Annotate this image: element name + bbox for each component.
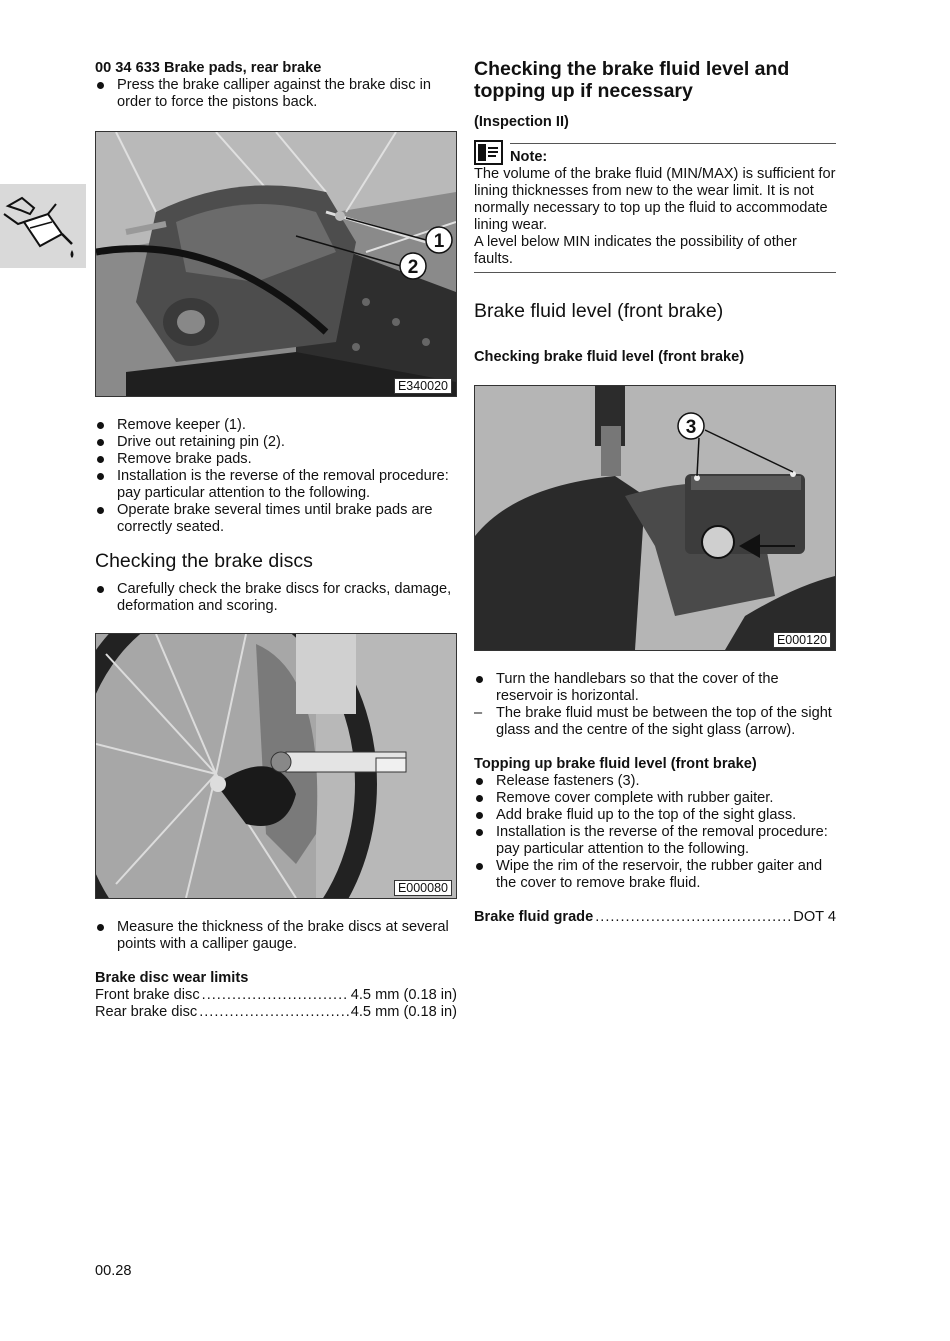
note-header <box>474 140 836 166</box>
discs-bullet-list <box>95 581 457 615</box>
wear-row-rear <box>95 1004 457 1021</box>
section-side-tab <box>0 184 86 268</box>
list-item: Measure the thickness of the brake discs at several points with a calliper gauge. <box>95 919 457 953</box>
brake-fluid-grade-value: DOT 4 <box>793 909 836 925</box>
list-item: Add brake fluid up to the top of the sight glass. <box>474 807 836 824</box>
right-column <box>474 58 836 926</box>
tool-heading: 00 34 633 Brake pads, rear brake <box>95 60 322 76</box>
section-heading-front-brake: Brake fluid level (front brake) <box>474 300 724 322</box>
list-item: Drive out retaining pin (2). <box>95 434 457 451</box>
tool-bullet-list <box>95 77 457 111</box>
note-book-hand-icon <box>474 140 504 166</box>
wear-row-front <box>95 987 457 1004</box>
list-item: Wipe the rim of the reservoir, the rubber gaiter and the cover to remove brake fluid. <box>474 858 836 892</box>
note-box <box>474 143 836 273</box>
list-item: Remove cover complete with rubber gaiter. <box>474 790 836 807</box>
list-item: Installation is the reverse of the removal procedure: pay particular attention to the following. <box>474 824 836 858</box>
callout-1-label: 1 <box>433 231 445 252</box>
page-title <box>474 58 836 102</box>
list-item: Remove keeper (1). <box>95 417 457 434</box>
wear-row-value: 4.5 mm (0.18 in) <box>350 987 457 1003</box>
list-item: Installation is the reverse of the removal procedure: pay particular attention to the following. <box>95 468 457 502</box>
page-title-line-2: topping up if necessary <box>474 80 693 102</box>
figure-code: E340020 <box>394 378 452 394</box>
measure-bullet-list <box>95 919 457 953</box>
note-text-2: A level below MIN indicates the possibility of other faults. <box>474 234 797 267</box>
list-item: – The brake fluid must be between the top of the sight glass and the centre of the sight glass (arrow). <box>474 705 836 739</box>
figure-code: E000120 <box>773 632 831 648</box>
figure-code: E000080 <box>394 880 452 896</box>
wear-row-label: Front brake disc <box>95 987 200 1003</box>
figure-reservoir <box>474 385 836 651</box>
check-steps-list <box>474 671 836 739</box>
leader-dots <box>595 909 791 926</box>
inspection-label: (Inspection II) <box>474 114 569 130</box>
figure-disc-measure <box>95 633 457 899</box>
note-rule-bottom <box>474 272 836 273</box>
list-item: Operate brake several times until brake pads are correctly seated. <box>95 502 457 536</box>
list-item: Press the brake calliper against the brake disc in order to force the pistons back. <box>95 77 457 111</box>
reservoir-photo <box>475 386 835 650</box>
brake-fluid-grade-row <box>474 909 836 926</box>
page-number: 00.28 <box>95 1263 132 1279</box>
leader-dots <box>199 1004 349 1021</box>
section-heading-brake-discs: Checking the brake discs <box>95 550 313 572</box>
rear-calliper-photo <box>96 132 456 396</box>
note-label: Note: <box>510 149 548 165</box>
wear-row-label: Rear brake disc <box>95 1004 198 1020</box>
page-title-line-1: Checking the brake fluid level and <box>474 58 790 80</box>
note-text-1: The volume of the brake fluid (MIN/MAX) is sufficient for lining thicknesses from new to the wear limit. It is not normally necessary to top up the fluid to accommodate lining wear. <box>474 166 836 233</box>
leader-dots <box>202 987 349 1004</box>
wear-row-value: 4.5 mm (0.18 in) <box>350 1004 457 1020</box>
removal-steps-list <box>95 417 457 536</box>
topup-subheading: Topping up brake fluid level (front brake) <box>474 756 757 772</box>
check-subheading: Checking brake fluid level (front brake) <box>474 349 745 365</box>
topup-steps-list <box>474 773 836 892</box>
left-column <box>95 60 457 1021</box>
list-item: Turn the handlebars so that the cover of the reservoir is horizontal. <box>474 671 836 705</box>
brake-fluid-grade-label: Brake fluid grade <box>474 909 594 925</box>
figure-rear-calliper <box>95 131 457 397</box>
list-item: Release fasteners (3). <box>474 773 836 790</box>
list-item: Carefully check the brake discs for cracks, damage, deformation and scoring. <box>95 581 457 615</box>
callout-3-label: 3 <box>685 417 697 438</box>
wear-limits-heading: Brake disc wear limits <box>95 970 249 986</box>
callout-2-label: 2 <box>407 257 419 278</box>
list-item: Remove brake pads. <box>95 451 457 468</box>
disc-measure-photo <box>96 634 456 898</box>
hand-oil-can-icon <box>0 184 86 268</box>
